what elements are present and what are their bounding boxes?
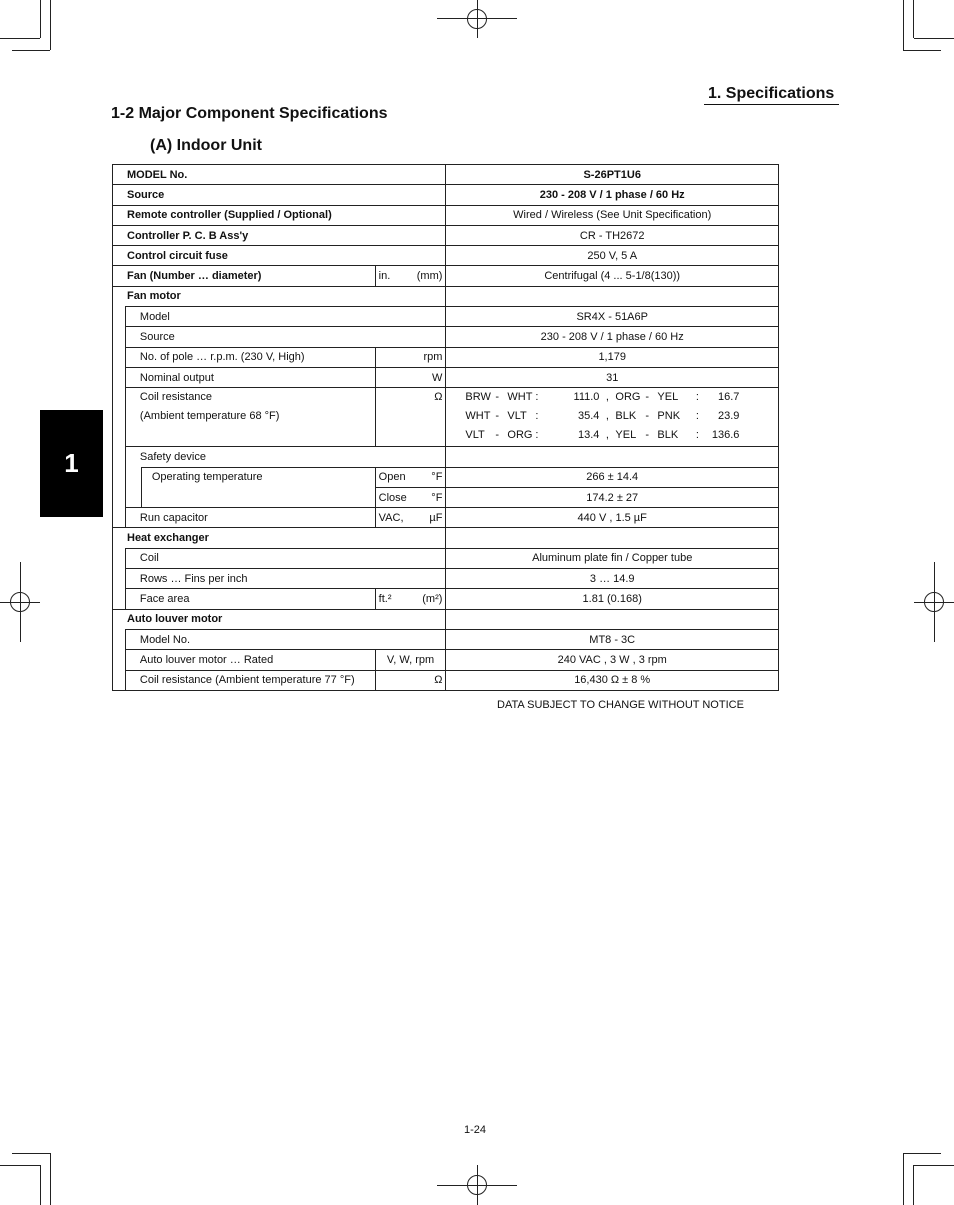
hx-face-unit-m: (m²) xyxy=(422,592,443,605)
cap-unit xyxy=(375,508,446,528)
hx-rows-value: 3 … 14.9 xyxy=(446,569,779,589)
coil-cell: 23.9 xyxy=(718,410,740,423)
indent-cell xyxy=(113,307,126,327)
indent-cell xyxy=(113,670,126,690)
fm-model-label: Model xyxy=(125,307,446,327)
coil-cell: VLT xyxy=(507,410,527,423)
fan-motor-value xyxy=(446,286,779,306)
spec-table xyxy=(112,164,779,691)
louver-label: Auto louver motor xyxy=(113,609,446,629)
louver-value xyxy=(446,609,779,629)
open-label: Open xyxy=(378,471,406,484)
indent-cell xyxy=(113,569,126,589)
coil-cell: , xyxy=(605,429,609,442)
coil-cell: - xyxy=(495,410,500,423)
indent-cell xyxy=(113,629,126,649)
cap-label: Run capacitor xyxy=(125,508,375,528)
safety-label: Safety device xyxy=(125,447,446,467)
model-value: S-26PT1U6 xyxy=(446,165,779,185)
fm-coil-values xyxy=(446,388,779,447)
table-row-lv-coil xyxy=(113,670,779,690)
coil-cell: , xyxy=(605,410,609,423)
indent-cell xyxy=(125,487,141,507)
table-row-open xyxy=(113,467,779,487)
coil-cell: 111.0 xyxy=(573,391,600,404)
hx-label: Heat exchanger xyxy=(113,528,446,548)
coil-cell: BLK xyxy=(657,429,679,442)
open-unit-sign: °F xyxy=(431,471,443,484)
coil-cell: YEL xyxy=(615,429,637,442)
indent-cell xyxy=(113,548,126,568)
coil-cell: 136.6 xyxy=(711,429,740,442)
coil-cell: YEL xyxy=(657,391,679,404)
chapter-tab: 1 xyxy=(40,410,103,517)
fm-coil-label-cell xyxy=(125,388,375,447)
coil-cell: : xyxy=(535,429,539,442)
table-row-hx-coil xyxy=(113,548,779,568)
indent-cell xyxy=(125,467,141,487)
lv-coil-value: 16,430 Ω ± 8 % xyxy=(446,670,779,690)
fm-source-value: 230 - 208 V / 1 phase / 60 Hz xyxy=(446,327,779,347)
fan-unit-mm: (mm) xyxy=(416,270,443,283)
coil-cell: ORG xyxy=(615,391,641,404)
indent-cell xyxy=(113,508,126,528)
table-row-safety xyxy=(113,447,779,467)
table-row-model xyxy=(113,165,779,185)
op-temp-label: Operating temperature xyxy=(141,467,375,508)
cap-unit-vac: VAC, xyxy=(378,511,404,524)
fm-source-label: Source xyxy=(125,327,446,347)
fm-pole-value: 1,179 xyxy=(446,347,779,367)
coil-cell: : xyxy=(695,391,699,404)
cap-value: 440 V , 1.5 µF xyxy=(446,508,779,528)
fan-motor-label: Fan motor xyxy=(113,286,446,306)
lv-rated-value: 240 VAC , 3 W , 3 rpm xyxy=(446,650,779,670)
pcb-label: Controller P. C. B Ass'y xyxy=(113,225,446,245)
fm-pole-unit: rpm xyxy=(375,347,446,367)
fm-coil-sub: (Ambient temperature 68 °F) xyxy=(139,410,280,423)
table-row-capacitor xyxy=(113,508,779,528)
table-row-fm-model xyxy=(113,307,779,327)
model-label: MODEL No. xyxy=(113,165,446,185)
table-row-fan xyxy=(113,266,779,286)
fuse-label: Control circuit fuse xyxy=(113,246,446,266)
indent-cell xyxy=(113,650,126,670)
lv-coil-label: Coil resistance (Ambient temperature 77 °F) xyxy=(125,670,375,690)
hx-coil-value: Aluminum plate fin / Copper tube xyxy=(446,548,779,568)
table-row-louver xyxy=(113,609,779,629)
indent-cell xyxy=(113,347,126,367)
fuse-value: 250 V, 5 A xyxy=(446,246,779,266)
fm-output-value: 31 xyxy=(446,367,779,387)
coil-cell: - xyxy=(495,429,500,442)
coil-cell: : xyxy=(695,410,699,423)
coil-cell: 13.4 xyxy=(578,429,600,442)
coil-cell: PNK xyxy=(657,410,681,423)
fan-unit xyxy=(375,266,446,286)
coil-cell: WHT xyxy=(507,391,533,404)
fm-coil-unit: Ω xyxy=(375,388,446,447)
coil-cell: BRW xyxy=(465,391,491,404)
safety-value xyxy=(446,447,779,467)
hx-coil-label: Coil xyxy=(125,548,446,568)
lv-coil-unit: Ω xyxy=(375,670,446,690)
table-row-fuse xyxy=(113,246,779,266)
close-value: 174.2 ± 27 xyxy=(446,487,779,507)
fan-value: Centrifugal (4 ... 5-1/8(130)) xyxy=(446,266,779,286)
page-number: 1-24 xyxy=(464,1124,487,1136)
coil-cell: - xyxy=(645,429,650,442)
indent-cell xyxy=(113,327,126,347)
hx-face-value: 1.81 (0.168) xyxy=(446,589,779,609)
indent-cell xyxy=(113,367,126,387)
table-row-fan-motor xyxy=(113,286,779,306)
sub-title: 1-2 Major Component Specifications xyxy=(111,105,388,122)
close-label: Close xyxy=(378,491,407,504)
cap-unit-uf: µF xyxy=(429,511,443,524)
open-value: 266 ± 14.4 xyxy=(446,467,779,487)
hx-face-unit xyxy=(375,589,446,609)
section-header-underline xyxy=(704,104,839,105)
coil-cell: - xyxy=(495,391,500,404)
indent-cell xyxy=(113,487,126,507)
coil-grid xyxy=(465,388,775,445)
indent-cell xyxy=(113,589,126,609)
table-row-hx-rows xyxy=(113,569,779,589)
hx-face-label: Face area xyxy=(125,589,375,609)
table-row-source xyxy=(113,185,779,205)
hx-rows-label: Rows … Fins per inch xyxy=(125,569,446,589)
fm-model-value: SR4X - 51A6P xyxy=(446,307,779,327)
coil-cell: ORG xyxy=(507,429,533,442)
table-row-pcb xyxy=(113,225,779,245)
table-row-heat-exchanger xyxy=(113,528,779,548)
fm-output-label: Nominal output xyxy=(125,367,375,387)
close-unit-sign: °F xyxy=(431,491,443,504)
lv-model-label: Model No. xyxy=(125,629,446,649)
coil-cell: : xyxy=(535,410,539,423)
table-row-lv-rated xyxy=(113,650,779,670)
lv-rated-unit: V, W, rpm xyxy=(375,650,446,670)
table-row-fm-pole xyxy=(113,347,779,367)
pcb-value: CR - TH2672 xyxy=(446,225,779,245)
fan-unit-in: in. xyxy=(378,270,391,283)
fm-pole-label: No. of pole … r.p.m. (230 V, High) xyxy=(125,347,375,367)
close-unit xyxy=(375,487,446,507)
table-row-fm-coil xyxy=(113,388,779,447)
notice-text: DATA SUBJECT TO CHANGE WITHOUT NOTICE xyxy=(497,699,744,711)
indent-cell xyxy=(113,447,126,467)
source-value: 230 - 208 V / 1 phase / 60 Hz xyxy=(446,185,779,205)
coil-cell: : xyxy=(535,391,539,404)
coil-cell: BLK xyxy=(615,410,637,423)
coil-cell: : xyxy=(695,429,699,442)
indent-cell xyxy=(113,388,126,447)
coil-cell: , xyxy=(605,391,609,404)
hx-value xyxy=(446,528,779,548)
fm-output-unit: W xyxy=(375,367,446,387)
fm-coil-label: Coil resistance xyxy=(139,391,213,404)
coil-cell: WHT xyxy=(465,410,491,423)
open-unit xyxy=(375,467,446,487)
unit-title: (A) Indoor Unit xyxy=(150,137,262,154)
remote-value: Wired / Wireless (See Unit Specification) xyxy=(446,205,779,225)
table-row-hx-face xyxy=(113,589,779,609)
remote-label: Remote controller (Supplied / Optional) xyxy=(113,205,446,225)
indent-cell xyxy=(113,467,126,487)
coil-cell: VLT xyxy=(465,429,485,442)
coil-cell: 16.7 xyxy=(718,391,740,404)
coil-cell: - xyxy=(645,391,650,404)
source-label: Source xyxy=(113,185,446,205)
table-row-remote xyxy=(113,205,779,225)
lv-rated-label: Auto louver motor … Rated xyxy=(125,650,375,670)
coil-cell: 35.4 xyxy=(578,410,600,423)
fan-label: Fan (Number … diameter) xyxy=(113,266,376,286)
hx-face-unit-ft: ft.² xyxy=(378,592,392,605)
table-row-fm-output xyxy=(113,367,779,387)
table-row-lv-model xyxy=(113,629,779,649)
lv-model-value: MT8 - 3C xyxy=(446,629,779,649)
coil-cell: - xyxy=(645,410,650,423)
table-row-fm-source xyxy=(113,327,779,347)
section-header: 1. Specifications xyxy=(708,85,835,102)
